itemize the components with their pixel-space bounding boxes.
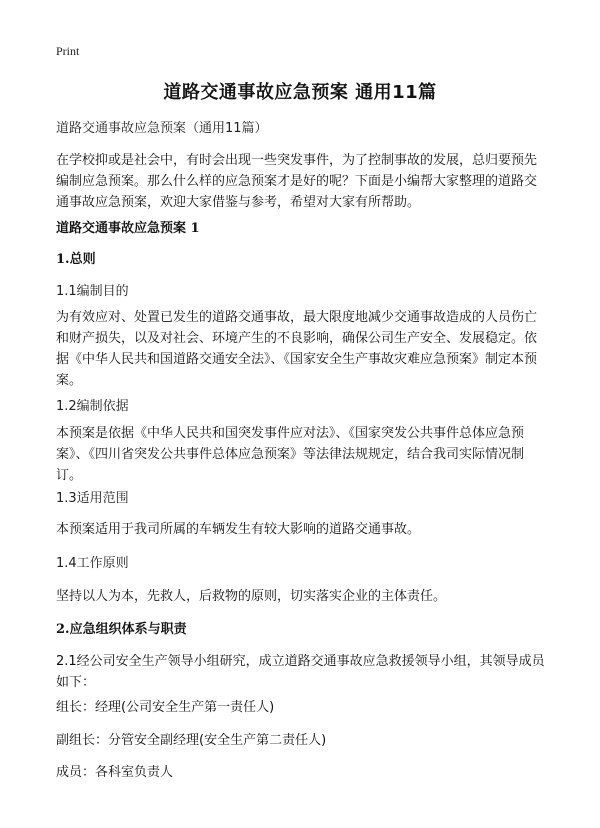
subheading-1-4: 1.4工作原则: [56, 556, 129, 571]
intro-paragraph: 在学校抑或是社会中，有时会出现一些突发事件，为了控制事故的发展，总归要预先编制应急预案。那么什么样的应急预案才是好的呢？下面是小编帮大家整理的道路交通事故应急预案，欢迎大家借鉴与参考，希望对大家有所帮助。: [56, 153, 538, 210]
deputy-leader-line: 副组长：分管安全副经理(安全生产第二责任人): [56, 733, 327, 748]
paragraph-1-1: 为有效应对、处置已发生的道路交通事故，最大限度地减少交通事故造成的人员伤亡和财产损失，以及对社会、环境产生的不良影响，确保公司生产安全、发展稳定。依据《中华人民共和国道路交通安全法》、《国家安全生产事故灾难应急预案》制定本预案。: [56, 310, 538, 388]
document-subtitle: 道路交通事故应急预案（通用11篇）: [56, 121, 268, 136]
subheading-1-3: 1.3适用范围: [56, 491, 129, 506]
paragraph-1-3: 本预案适用于我司所属的车辆发生有较大影响的道路交通事故。: [56, 522, 421, 537]
section-title-1: 道路交通事故应急预案 1: [56, 221, 200, 236]
paragraph-1-2: 本预案是依据《中华人民共和国突发事件应对法》、《国家突发公共事件总体应急预案》、《四川省突发公共事件总体应急预案》等法律法规规定，结合我司实际情况制订。: [56, 426, 525, 483]
subheading-1-2: 1.2编制依据: [56, 399, 129, 414]
subheading-1-1: 1.1编制目的: [56, 284, 129, 299]
document-title: 道路交通事故应急预案 通用11篇: [163, 82, 437, 103]
print-label: Print: [56, 44, 80, 58]
paragraph-1-4: 坚持以人为本，先救人，后救物的原则，切实落实企业的主体责任。: [56, 589, 447, 604]
members-line: 成员：各科室负责人: [56, 765, 174, 780]
leader-line: 组长：经理(公司安全生产第一责任人): [56, 700, 275, 715]
heading-general-principles: 1.总则: [56, 252, 96, 267]
paragraph-2-1: 2.1经公司安全生产领导小组研究，成立道路交通事故应急救援领导小组，其领导成员如下：: [56, 654, 545, 690]
heading-organization: 2.应急组织体系与职责: [56, 622, 187, 637]
